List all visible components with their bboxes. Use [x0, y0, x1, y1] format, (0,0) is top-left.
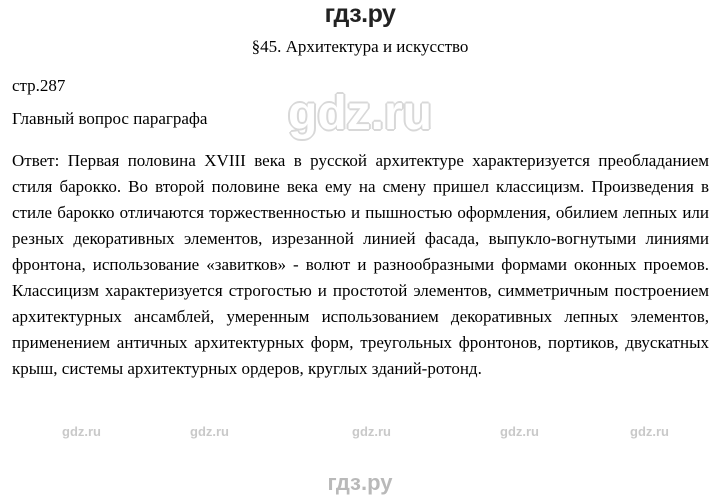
- watermark-center: gdz.ru: [288, 87, 432, 140]
- watermark-small-5: gdz.ru: [630, 424, 669, 439]
- watermark-small-4: gdz.ru: [500, 424, 539, 439]
- site-logo-bottom: гдз.ру: [327, 470, 393, 495]
- watermark-small-2: gdz.ru: [190, 424, 229, 439]
- answer-paragraph: Ответ: Первая половина XVIII века в русской архитектуре характеризуется преобладанием стиля барокко. Во второй половине века ему на смену пришел классицизм. Произведения в стиле барокко отличаются торжественностью и пышностью оформления, обилием лепных или резных декоративных элементов, изрезанной линией фасада, выпукло-вогнутыми линиями фронтона, использование «завитков» - волют и разнообразными формами оконных проемов. Классицизм характеризуется строгостью и простотой элементов, симметричным построением архитектурных ансамблей, умеренным использованием декоративных лепных элементов, применением античных архитектурных форм, треугольных фронтонов, портиков, двускатных крыш, системы архитектурных ордеров, круглых зданий-ротонд.: [12, 151, 709, 378]
- watermark-small-3: gdz.ru: [352, 424, 391, 439]
- watermark-small-1: gdz.ru: [62, 424, 101, 439]
- watermark-row: [0, 424, 720, 442]
- answer-text-block: [12, 148, 709, 382]
- page-reference: стр.287: [12, 76, 66, 95]
- page-title: §45. Архитектура и искусство: [251, 37, 469, 56]
- main-question-label: Главный вопрос параграфа: [12, 109, 208, 128]
- site-logo-top: гдз.ру: [324, 0, 396, 28]
